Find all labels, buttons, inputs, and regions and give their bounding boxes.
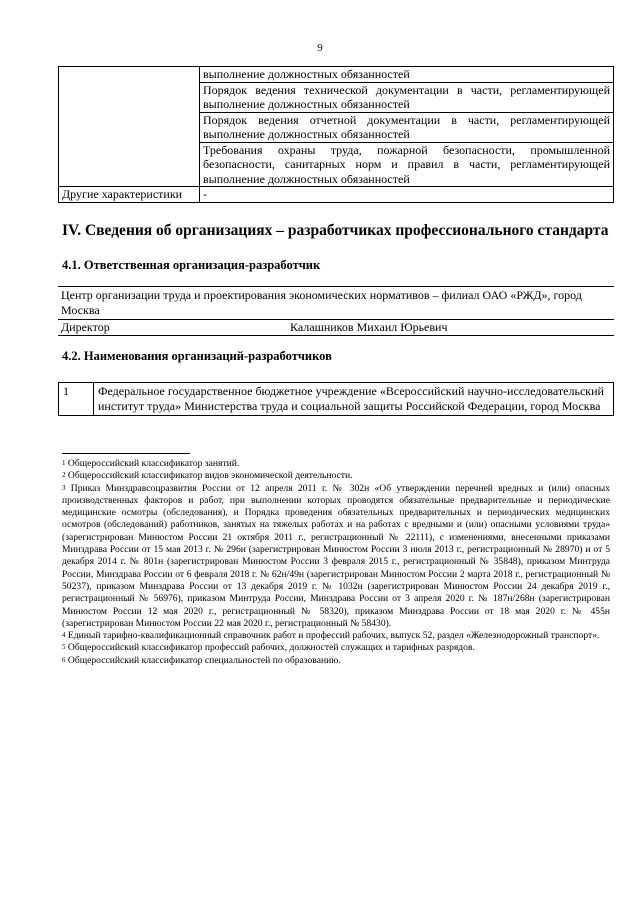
other-characteristics-label: Другие характеристики [59, 187, 200, 203]
characteristics-table [58, 66, 614, 203]
table-cell: Требования охраны труда, пожарной безопасности, промышленной безопасности, санитарных норм и правил в части, регламентирующей выполнение должностных обязанностей [200, 142, 614, 187]
footnote-text: Общероссийский классификатор профессий рабочих, должностей служащих и тарифных разрядов. [67, 642, 475, 654]
table-row [59, 383, 614, 416]
section-title: IV. Сведения об организациях – разработчиках профессионального стандарта [62, 222, 609, 239]
footnote-mark: 1 [62, 459, 66, 467]
footnote-text: Единый тарифно-квалификационный справочник работ и профессий рабочих, выпуск 52, раздел «Железнодорожный транспорт». [67, 630, 600, 642]
row-number: 1 [59, 383, 94, 416]
developer-organization: Федеральное государственное бюджетное учреждение «Всероссийский научно-исследовательский институт труда» Министерства труда и социальной защиты Российской Федерации, город Москва [94, 383, 614, 416]
table-cell [200, 67, 614, 83]
organization-name: Центр организации труда и проектирования экономических нормативов – филиал ОАО «РЖД», город Москва [58, 286, 614, 320]
footnote-mark: 6 [62, 655, 66, 664]
table-row [59, 187, 614, 203]
page-number: 9 [317, 42, 323, 54]
footnote [62, 458, 610, 470]
developers-table [58, 382, 614, 416]
footnotes [62, 458, 610, 667]
footnote [62, 470, 610, 482]
subsection-title-developers: 4.2. Наименования организаций-разработчиков [62, 349, 332, 363]
footnote-mark: 3 [62, 483, 66, 492]
footnote-text: Общероссийский классификатор видов экономической деятельности. [67, 470, 353, 482]
table-cell: Порядок ведения технической документации в части, регламентирующей выполнение должностных обязанностей [200, 82, 614, 112]
footnote [62, 483, 610, 631]
footnote-text: Общероссийский классификатор занятий. [67, 458, 240, 469]
director-name: Калашников Михаил Юрьевич [290, 320, 448, 334]
director-position: Директор [61, 320, 110, 334]
footnote-mark: 4 [62, 631, 66, 640]
footnote-mark: 2 [62, 471, 66, 480]
director-row [58, 320, 614, 336]
footnote-text: Приказ Минздравсоцразвития России от 12 апреля 2011 г. № 302н «Об утверждении перечней вредных и (или) опасных производственных факторов и работ, при выполнении которых проводятся обязательные предварительные и периодические медицинские осмотры (обследования), и Порядка проведения обязательных предварительных и периодических медицинских осмотров (обследований) работников, занятых на тяжелых работах и на работах с вредными и (или) опасными условиями труда» (зарегистрирован Минюстом России 21 октября 2011 г., регистрационный № 22111), с изменениями, внесенными приказами Минздрава России от 15 мая 2013 г. № 296н (зарегистрирован Минюстом России 3 июля 2013 г., регистрационный № 28970) и от 5 декабря 2014 г. № 801н (зарегистрирован Минюстом России 3 февраля 2015 г., регистрационный № 35848), приказом Минтруда России, Минздрава России от 6 февраля 2018 г. № 62н/49н (зарегистрирован Минюстом России 2 марта 2018 г., регистрационный № 50237), приказом Минздрава России от 13 декабря 2019 г. № 1032н (зарегистрирован Минюстом России 24 декабря 2019 г., регистрационный № 56976), приказом Минтруда России, Минздрава России от 3 апреля 2020 г. № 187н/268н (зарегистрирован Минюстом России 12 мая 2020 г., регистрационный № 58320), приказом Минздрава России от 18 мая 2020 г. № 455н (зарегистрирован Минюстом России 22 мая 2020 г., регистрационный № 58430). [62, 482, 610, 629]
footnote-text: Общероссийский классификатор специальностей по образованию. [67, 654, 341, 666]
table-row [59, 67, 614, 83]
footnote-mark: 5 [62, 643, 66, 652]
subsection-title-responsible: 4.1. Ответственная организация-разработчик [62, 258, 321, 272]
other-characteristics-value: - [200, 187, 614, 203]
table-cell: Порядок ведения отчетной документации в части, регламентирующей выполнение должностных обязанностей [200, 112, 614, 142]
footnote-divider [62, 453, 190, 454]
continuation-text: выполнение должностных обязанностей [203, 67, 410, 81]
footnote [62, 642, 610, 654]
footnote [62, 630, 610, 642]
table-cell-empty [59, 67, 200, 187]
responsible-organization [58, 286, 614, 336]
footnote [62, 655, 610, 667]
